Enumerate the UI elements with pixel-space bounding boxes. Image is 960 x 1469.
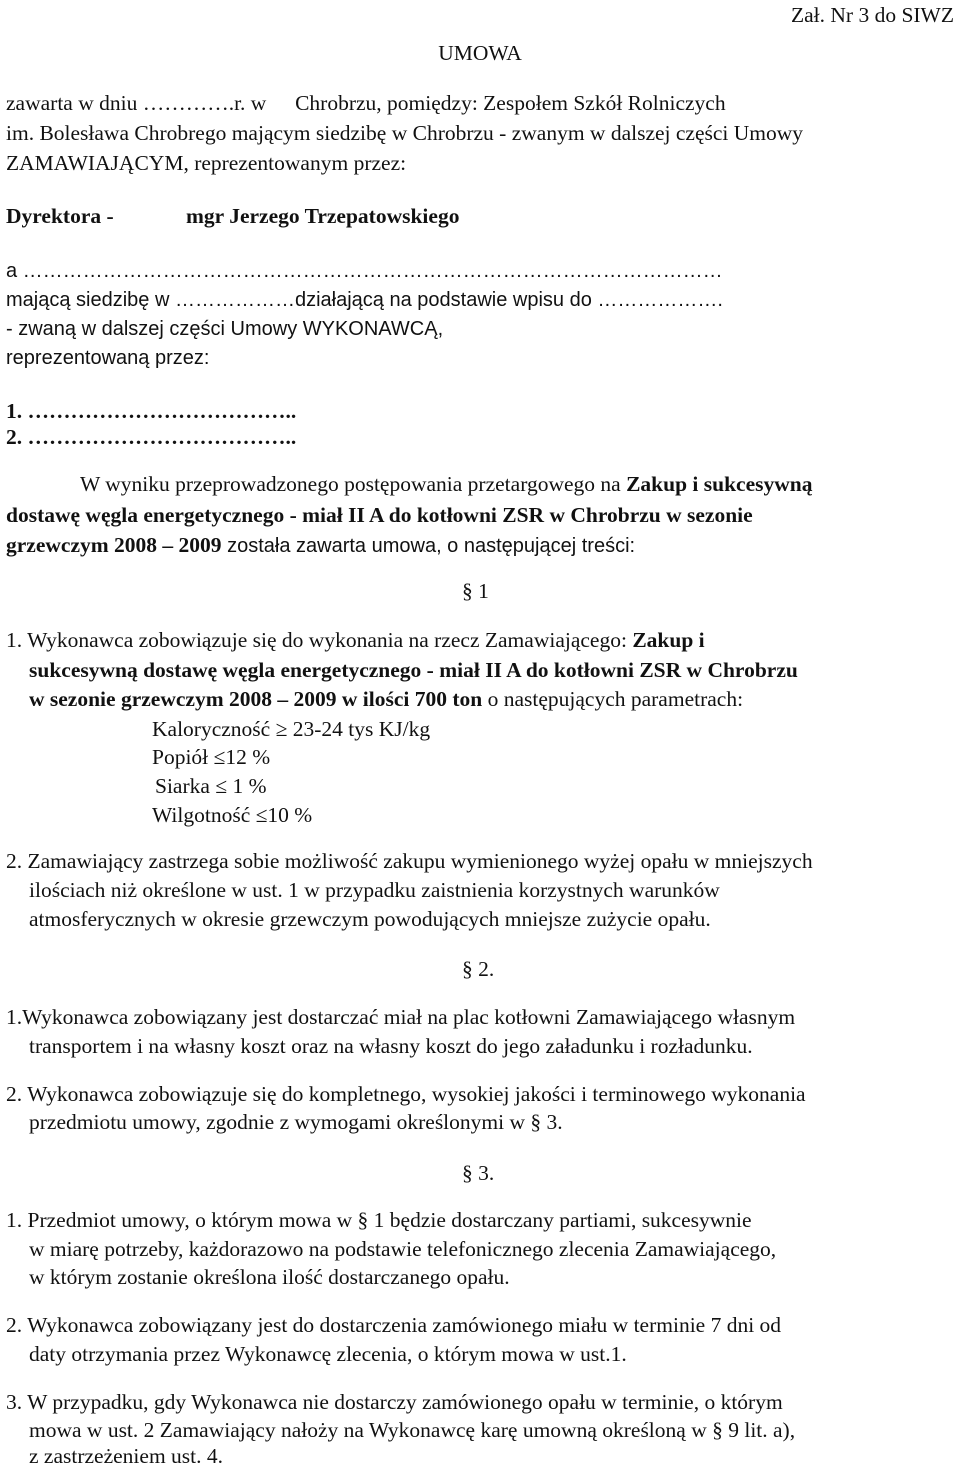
document-title: UMOWA xyxy=(438,41,522,65)
section-3-item-1-line-3: w którym zostanie określona ilość dostarczanego opału. xyxy=(29,1265,510,1289)
subject-bold: Zakup i sukcesywną xyxy=(626,472,813,496)
contractor-represented-line: reprezentowaną przez: xyxy=(6,347,210,369)
section-3-item-2-line-1: 2. Wykonawca zobowiązany jest do dostarczenia zamówionego miału w terminie 7 dni od xyxy=(6,1313,782,1337)
section-1-item-2-line-3: atmosferycznych w okresie grzewczym powodujących mniejsze zużycie opału. xyxy=(29,907,711,931)
param-calorific: Kaloryczność ≥ 23-24 tys KJ/kg xyxy=(152,717,431,741)
section-2-item-2-line-2: przedmiotu umowy, zgodnie z wymogami określonymi w § 3. xyxy=(29,1110,563,1134)
intro-line-2: dostawę węgla energetycznego - miał II A do kotłowni ZSR w Chrobrzu w sezonie xyxy=(6,503,753,527)
section-2-heading: § 2. xyxy=(462,957,495,981)
section-2-item-1-line-1: 1.Wykonawca zobowiązany jest dostarczać miał na plac kotłowni Zamawiającego własnym xyxy=(6,1005,796,1029)
contractor-name-placeholder: a …………………………………………………………………………………………… xyxy=(6,260,723,282)
section-3-item-3-line-3: z zastrzeżeniem ust. 4. xyxy=(29,1444,224,1468)
section-3-item-2-line-2: daty otrzymania przez Wykonawcę zlecenia, o którym mowa w ust.1. xyxy=(29,1342,627,1366)
attachment-label: Zał. Nr 3 do SIWZ xyxy=(790,3,954,27)
param-moisture: Wilgotność ≤10 % xyxy=(152,803,313,827)
director-name: mgr Jerzego Trzepatowskiego xyxy=(186,204,460,228)
party-employer-text: Chrobrzu, pomiędzy: Zespołem Szkół Rolniczych xyxy=(295,91,726,115)
section-1-item-1-line-2: sukcesywną dostawę węgla energetycznego - miał II A do kotłowni ZSR w Chrobrzu xyxy=(29,658,798,682)
section-2-item-2-line-1: 2. Wykonawca zobowiązuje się do kompletnego, wysokiej jakości i terminowego wykonania xyxy=(6,1082,806,1106)
intro-line-1: W wyniku przeprowadzonego postępowania przetargowego na Zakup i sukcesywną xyxy=(80,472,813,496)
section-2-item-1-line-2: transportem i na własny koszt oraz na własny koszt do jego załadunku i rozładunku. xyxy=(29,1034,753,1058)
section-3-item-1-line-2: w miarę potrzeby, każdorazowo na podstawie telefonicznego zlecenia Zamawiającego, xyxy=(29,1237,777,1261)
director-label: Dyrektora - xyxy=(6,204,114,228)
parties-line-2: im. Bolesława Chrobrego mającym siedzibę w Chrobrzu - zwanym w dalszej części Umowy xyxy=(6,121,804,145)
section-1-heading: § 1 xyxy=(462,579,489,603)
contractor-seat-line: mającą siedzibę w ………………działającą na podstawie wpisu do ………………. xyxy=(6,289,723,311)
section-3-item-3-line-2: mowa w ust. 2 Zamawiający nałoży na Wykonawcę karę umowną określoną w § 9 lit. a), xyxy=(29,1418,796,1442)
param-sulfur: Siarka ≤ 1 % xyxy=(155,774,267,798)
contractor-designation-line: - zwaną w dalszej części Umowy WYKONAWCĄ, xyxy=(6,318,444,340)
section-3-item-1-line-1: 1. Przedmiot umowy, o którym mowa w § 1 będzie dostarczany partiami, sukcesywnie xyxy=(6,1208,752,1232)
section-3-heading: § 3. xyxy=(462,1161,495,1185)
section-3-item-3-line-1: 3. W przypadku, gdy Wykonawca nie dostarczy zamówionego opału w terminie, o którym xyxy=(6,1390,783,1414)
section-1-item-1-line-1: 1. Wykonawca zobowiązuje się do wykonania na rzecz Zamawiającego: Zakup i xyxy=(6,628,705,652)
section-1-item-1-line-3: w sezonie grzewczym 2008 – 2009 w ilości 700 ton o następujących parametrach: xyxy=(29,687,744,711)
representative-1: 1. ……………………………….. xyxy=(6,399,297,423)
section-1-item-2-line-2: ilościach niż określone w ust. 1 w przypadku zaistnienia korzystnych warunków xyxy=(29,878,720,902)
parties-line-3: ZAMAWIAJĄCYM, reprezentowanym przez: xyxy=(6,151,407,175)
intro-line-3: grzewczym 2008 – 2009 została zawarta umowa, o następującej treści: xyxy=(6,533,636,557)
representative-2: 2. ……………………………….. xyxy=(6,425,297,449)
date-place-text: zawarta w dniu ………….r. w xyxy=(6,91,267,115)
param-ash: Popiół ≤12 % xyxy=(152,745,271,769)
season-bold: grzewczym 2008 – 2009 xyxy=(6,533,222,557)
section-1-item-2-line-1: 2. Zamawiający zastrzega sobie możliwość zakupu wymienionego wyżej opału w mniejszych xyxy=(6,849,813,873)
parties-line-1 xyxy=(6,90,726,116)
